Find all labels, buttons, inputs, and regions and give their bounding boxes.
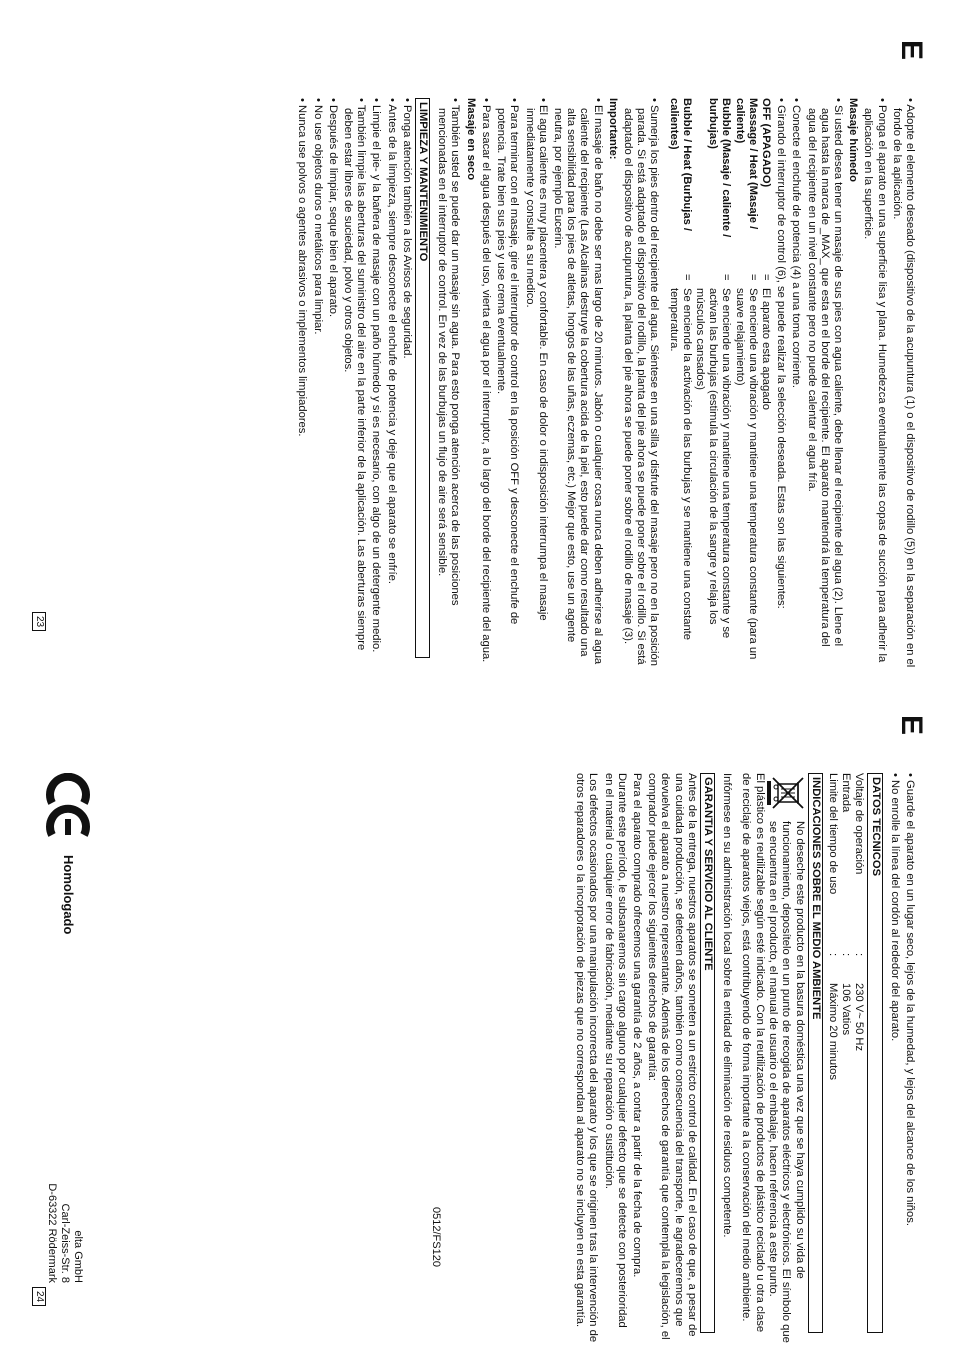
important-bullet: • El agua caliente es muy placentera y confortable. En caso de dolor o indisposición interrumpa el masaje inmediatamente y consulte a su medico. [522, 98, 548, 668]
mode-key: OFF (APAGADO) [759, 98, 772, 188]
tech-value: 230 V~ 50 Hz [853, 983, 866, 1052]
page-24-content [571, 773, 916, 1343]
address-line: Carl-Zeiss-Str. 8 [59, 1203, 71, 1283]
warranty-paragraph: Durante este período, le subsanaremos sin cargo alguno por cualquier defecto que se detecte con posterioridad en el material o cualquier error de fabricación, mediante su reparación o sustitución. [602, 773, 628, 1328]
tech-value: 106 Vatios [840, 983, 853, 1036]
environment-heading: INDICACIONES SOBRE EL MEDIO AMBIENTE [808, 773, 823, 1333]
tech-heading: DATOS TECNICOS [867, 773, 882, 1333]
page-number: 24 [32, 1287, 46, 1306]
warranty-paragraph: Los defectos ocasionados por una manipulación incorrecta del aparato y los que se originen tras la intervención de otros reparadores o la incorporación de piezas que no correspondan al aparato no se incluyen en esta garantía. [574, 773, 600, 1343]
tech-row [852, 773, 865, 1343]
tech-row [826, 773, 839, 1343]
cleaning-heading: LIMPIEZA Y MANTENIMIENTO [415, 98, 430, 658]
local-authority-text: Infórmese en su administración local sobre la entidad de eliminación de residuos competente. [721, 773, 734, 1238]
address-line: elta GmbH [72, 1230, 84, 1283]
ce-label: Homologado [60, 855, 76, 935]
mode-value: Se enciende la activación de las burbujas y se mantiene una constante temperatura. [667, 288, 693, 641]
tech-colon: : [826, 953, 839, 957]
mode-eq: = [720, 274, 733, 281]
language-letter: E [895, 715, 928, 736]
environment-text: No deseche este producto en la basura doméstica una vez que se haya cumplido su vida de funcionamiento, deposítelo en un punto de recogida de aparatos eléctricos y electrónicos. El símbolo que se encuentra en el producto, el manual de usuario o el embalaje, hacen referencia a este punto. [767, 821, 806, 1343]
wet-bullet: • Si usted desea tener un masaje de sus pies con agua caliente, debe llenar el recipiente del agua (2). Llene el agua hasta la marca de _MAX_ que esta en el borde del recipiente. El aparato mantendrá la temperatura del agua del recipiente en un nivel constante pero no puede calentar el agua fría. [804, 98, 844, 668]
intro-bullet: • Ponga el aparato en una superficie lisa y plana. Humedezca eventualmente las copas de succión para adherir la aplicación en la superficie. [861, 98, 887, 668]
page-23-content [293, 98, 916, 668]
tech-key: Entrada [840, 773, 853, 813]
cleaning-bullet: • Antes de la limpieza, siempre desconecte el enchufe de potencia y deje que el aparato se enfríe. [384, 98, 397, 668]
page-24 [0, 675, 954, 1343]
submerge-bullet: • Sumerja los pies dentro del recipiente del agua. Siéntese en una silla y disfrute del masaje pero no en la posición parada. Si está adaptado el dispositivo del rodillo, la planta del pie ahora se puede poner sobre el rodillo. Si está adaptado el dispositivo de acupuntura, la planta del pie ahora se puede poner sobre el rodillo de masaje (3). [621, 98, 661, 668]
mode-row [759, 98, 772, 668]
address-block [45, 1183, 84, 1283]
model-code: 0512/FS120 [430, 1207, 442, 1267]
mode-eq: = [680, 274, 693, 281]
environment-block [766, 773, 806, 1343]
mode-key: Bubble (Masaje / caliente / burbujas) [707, 98, 733, 238]
cleaning-bullet: • Limpie el pie- y la bañera de masaje con un paño húmedo y si es necesario, con algo de un detergente medio. [369, 98, 382, 668]
page-23 [0, 0, 954, 668]
warranty-paragraph: Antes de la entrega, nuestros aparatos se someten a un estricto control de calidad. En el caso de que, a pesar de una cuidada producción, se detecten daños, también como consecuencia del transporte, le agradeceremos que devuelva el aparato a nuestro representante. Además de los derechos de garantía que contempla la legislación, el comprador puede ejercer los siguientes derechos de garantía: [646, 773, 698, 1340]
tech-row [839, 773, 852, 1343]
mode-row [693, 98, 733, 668]
warranty-paragraph: Para el aparato comprado ofrecemos una garantía de 2 años, a contar a partir de la fecha de compra. [630, 773, 643, 1278]
tech-key: Voltaje de operación [853, 773, 866, 875]
page-number: 23 [32, 612, 46, 631]
wet-bullet: • Conecte el enchufe de potencia (4) a una toma corriente. [789, 98, 802, 668]
important-heading: Importante: [606, 98, 619, 160]
ce-mark-block [46, 773, 90, 934]
dry-massage-heading: Masaje en seco [464, 98, 477, 181]
dry-bullet: • También usted se puede dar un masaje sin agua. Para esto ponga atención acerca de las posiciones mencionadas en el interruptor de control. En vez de las burbujas un flujo de aire será sensible. [435, 98, 461, 668]
storage-bullet: • No enrolle la línea del cordón al rededor del aparato. [888, 773, 901, 1343]
mode-eq: = [759, 274, 772, 281]
mode-row [666, 98, 692, 668]
cleaning-bullet: • No use objetos duros o metálicos para limpiar. [310, 98, 323, 668]
mode-key: Bubble / Heat (Burbujas / calientes) [667, 98, 693, 232]
important-bullet: • El masaje de baño no debe ser mas largo de 20 minutos. Jabón o cualquier cosa nunca deben adherirse al agua caliente del recipiente (Las Alcalinas destruye la cobertura acida de la piel, esto puede dar como resultado una alta sensibilidad para los pies de atletas, hongos de las uñas, eczemas, etc.) Mejor que esto, use un agente neutra, por ejemplo Eucerin. [551, 98, 604, 668]
mode-row [732, 98, 758, 668]
mode-value: Se enciende una vibración y mantiene una temperatura constante (para un suave relajamiento) [733, 288, 759, 660]
tech-key: Limite del tiempo de uso [826, 773, 839, 895]
language-letter: E [895, 40, 928, 61]
cleaning-bullet: • Después de limpiar, seque bien el aparato. [326, 98, 339, 668]
important-bullet: • Para terminar con el masaje, gire el interruptor de control en la posición OFF y desconecte el enchufe de potencia. Trate bien sus pies y use crema eventualmente. [494, 98, 520, 668]
plastic-text: El plástico es reutilizable según esté indicado. Con la reutilización de productos de plástico reciclado u otra clase de reciclaje de aparatos viejos, está contribuyendo de forma importante a la conservación del medio ambiente. [740, 773, 766, 1333]
mode-eq: = [746, 274, 759, 281]
mode-value: El aparato esta apagado [759, 288, 772, 410]
important-bullet: • Para sacar el agua después del uso, vierta el agua por el interruptor, a lo largo del borde del recipiente del agua. [479, 98, 492, 668]
storage-bullet: • Guarde el aparato en un lugar seco, lejos de la humedad, y lejos del alcance de los niños. [903, 773, 916, 1343]
tech-value: Máximo 20 minutos [826, 983, 839, 1080]
address-line: D-63322 Rödermark [46, 1183, 58, 1283]
mode-key: Massage / Heat (Masaje / caliente) [733, 98, 759, 230]
crossed-bin-icon [766, 773, 806, 813]
tech-colon: : [840, 953, 853, 957]
intro-bullet: • Adopte el elemento deseado (dispositivo de la acupuntura (1) o el dispositivo de rodillo (5)) en la separación en el fondo de la aplicación. [890, 98, 916, 668]
wet-massage-heading: Masaje húmedo [847, 98, 860, 182]
tech-colon: : [853, 953, 866, 957]
mode-value: Se enciende una vibración y mantiene una temperatura constante y se activan las burbujas (estimula la circulación de la sangre y relaja los músculos cansados) [693, 288, 733, 639]
wet-bullet: • Girando el interruptor de control (6), se puede realizar la selección deseada. Estas son las siguientes: [774, 98, 787, 668]
ce-mark-icon [46, 773, 90, 841]
warranty-heading: GARANTIA Y SERVICIO AL CLIENTE [700, 773, 715, 1333]
cleaning-bullet: • Nunca use polvos o agentes abrasivos o implementos limpiadores. [295, 98, 308, 668]
cleaning-bullet: • También limpie las aberturas del suministro del aire en la parte inferior de la aplicación. Las aberturas siempre deben estar libres de suciedad, polvo y otros objetos. [341, 98, 367, 668]
cleaning-bullet: • Ponga atención también a los Avisos de seguridad. [400, 98, 413, 668]
